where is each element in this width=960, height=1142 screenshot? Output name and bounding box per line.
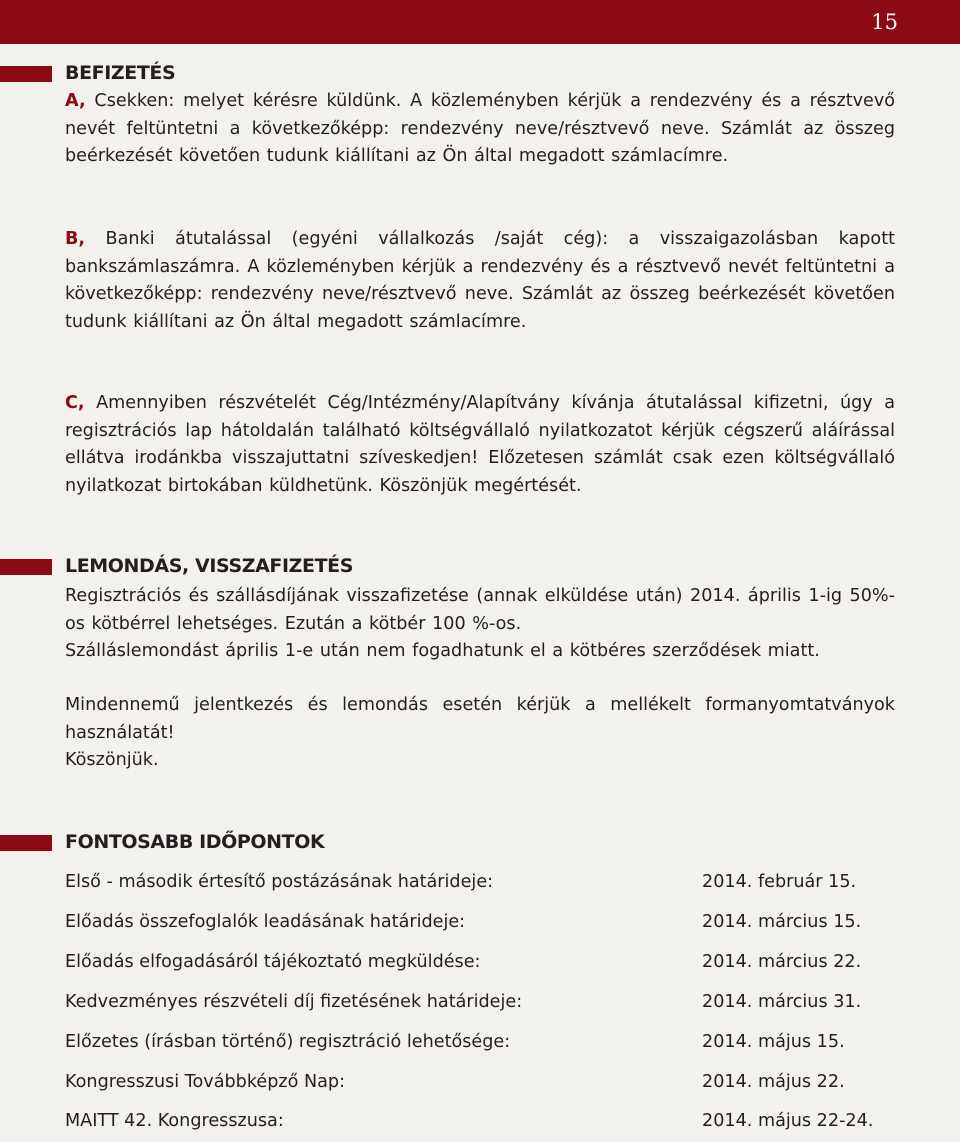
section-marker — [0, 559, 52, 575]
option-a-text: Csekken: melyet kérésre küldünk. A közleményben kérjük a rendezvény és a résztvevő nevét feltüntetni a következőképp: rendezvény neve/résztvevő neve. Számlát az összeg beérkezését követően tudunk kiállítani az Ön által megadott számlacímre. — [65, 91, 896, 167]
deadline-label: MAITT 42. Kongresszusa: — [65, 1111, 284, 1131]
option-b-text: Banki átutalással (egyéni vállalkozás /saját cég): a visszaigazolásban kapott bankszámlaszámra. A közleményben kérjük a rendezvény és a résztvevő nevét feltüntetni a következőképp: rendezvény neve/résztvevő neve. Számlát az összeg beérkezését követően tudunk kiállítani az Ön által megadott számlacímre. — [65, 229, 895, 332]
deadline-date: 2014. május 15. — [702, 1032, 845, 1052]
option-b-label: B, — [65, 229, 86, 249]
deadline-label: Kedvezményes részvételi díj fizetésének határideje: — [65, 992, 523, 1012]
option-c-label: C, — [65, 393, 85, 413]
section-marker — [0, 66, 52, 82]
deadline-date: 2014. február 15. — [702, 872, 857, 892]
section-title-lemondas: LEMONDÁS, VISSZAFIZETÉS — [65, 555, 354, 577]
option-a-label: A, — [65, 91, 86, 111]
header-bar — [0, 0, 960, 44]
deadline-label: Előadás elfogadásáról tájékoztató megküldése: — [65, 952, 481, 972]
deadline-label: Előadás összefoglalók leadásának határideje: — [65, 912, 466, 932]
payment-option-b — [65, 226, 895, 336]
deadline-date: 2014. március 22. — [702, 952, 862, 972]
option-c-text: Amennyiben részvételét Cég/Intézmény/Alapítvány kívánja átutalással kifizetni, úgy a regisztrációs lap hátoldalán található költségvállaló nyilatkozatot kérjük cégszerű aláírással ellátva irodánkba visszajuttatni szíveskedjen! Előzetesen számlát csak ezen költségvállaló nyilatkozat birtokában küldhetünk. Köszönjük megértését. — [65, 393, 895, 496]
deadline-date: 2014. március 31. — [702, 992, 862, 1012]
section-marker — [0, 835, 52, 851]
deadline-date: 2014. május 22. — [702, 1072, 845, 1092]
payment-option-a — [65, 88, 895, 171]
deadline-label: Első - második értesítő postázásának határideje: — [65, 872, 494, 892]
deadline-date: 2014. május 22-24. — [702, 1111, 874, 1131]
forms-note: Mindennemű jelentkezés és lemondás esetén kérjük a mellékelt formanyomtatványok használatát! — [65, 695, 895, 743]
section-title-befizetes: BEFIZETÉS — [65, 62, 176, 84]
deadline-date: 2014. március 15. — [702, 912, 862, 932]
cancellation-text: Regisztrációs és szállásdíjának visszafizetése (annak elküldése után) 2014. április 1-ig 50%-os kötbérrel lehetséges. Ezután a kötbér 100 %-os. — [65, 586, 895, 634]
payment-option-c — [65, 390, 895, 500]
section-title-fontosabb: FONTOSABB IDŐPONTOK — [65, 831, 325, 853]
cancellation-text-2: Szálláslemondást április 1-e után nem fogadhatunk el a kötbéres szerződések miatt. — [65, 641, 820, 661]
deadline-label: Előzetes (írásban történő) regisztráció lehetősége: — [65, 1032, 511, 1052]
deadline-label: Kongresszusi Továbbképző Nap: — [65, 1072, 346, 1092]
page-number: 15 — [871, 10, 898, 34]
thanks-text: Köszönjük. — [65, 750, 159, 770]
